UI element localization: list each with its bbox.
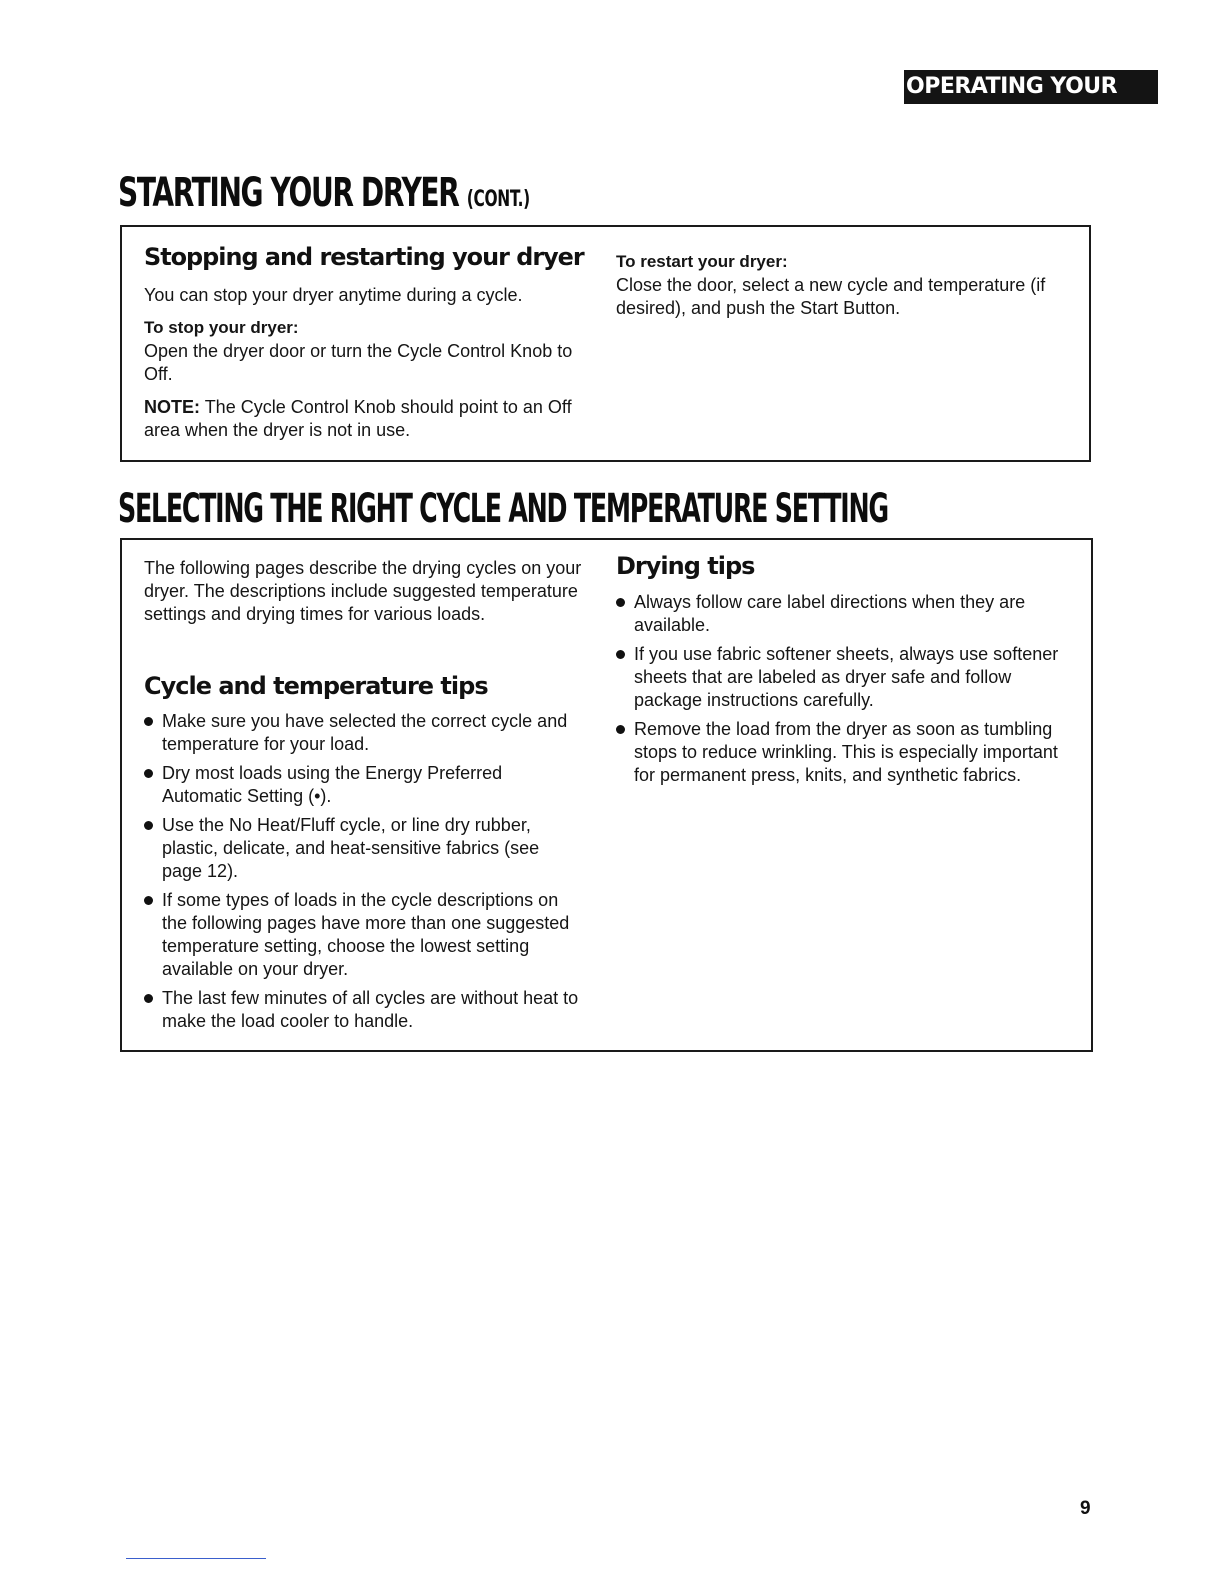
section-title-text: STARTING YOUR DRYER: [118, 170, 459, 216]
list-item: Remove the load from the dryer as soon as tumbling stops to reduce wrinkling. This is especially important for permanent press, knits, and synthetic fabrics.: [616, 718, 1071, 787]
list-item: Make sure you have selected the correct cycle and temperature for your load.: [144, 710, 584, 756]
note-text: The Cycle Control Knob should point to an Off area when the dryer is not in use.: [144, 397, 572, 440]
cycle-tips-heading: Cycle and temperature tips: [144, 672, 488, 700]
list-item: If you use fabric softener sheets, always use softener sheets that are labeled as dryer safe and follow package instructions carefully.: [616, 643, 1071, 712]
stopping-heading: Stopping and restarting your dryer: [144, 243, 584, 271]
list-item: Dry most loads using the Energy Preferred Automatic Setting (•).: [144, 762, 584, 808]
cycle-tips-list: [144, 710, 584, 1039]
section-title-suffix: (CONT.): [466, 187, 530, 212]
note-paragraph: [144, 396, 594, 442]
drying-tips-heading: Drying tips: [616, 552, 755, 580]
list-item: Use the No Heat/Fluff cycle, or line dry rubber, plastic, delicate, and heat-sensitive fabrics (see page 12).: [144, 814, 584, 883]
restart-label: To restart your dryer:: [616, 252, 788, 271]
stop-label: To stop your dryer:: [144, 318, 299, 337]
section-title-selecting: SELECTING THE RIGHT CYCLE AND TEMPERATURE SETTING: [118, 486, 888, 532]
note-label: NOTE:: [144, 397, 200, 417]
drying-tips-list: [616, 591, 1071, 793]
selecting-intro: The following pages describe the drying cycles on your dryer. The descriptions include suggested temperature settings and drying times for various loads.: [144, 558, 582, 624]
page-number: 9: [1080, 1498, 1091, 1519]
restart-text: Close the door, select a new cycle and temperature (if desired), and push the Start Button.: [616, 275, 1046, 318]
divider: [126, 1558, 266, 1559]
list-item: Always follow care label directions when they are available.: [616, 591, 1071, 637]
list-item: If some types of loads in the cycle descriptions on the following pages have more than one suggested temperature setting, choose the lowest setting available on your dryer.: [144, 889, 584, 981]
stopping-intro: You can stop your dryer anytime during a cycle.: [144, 285, 523, 305]
stop-text: Open the dryer door or turn the Cycle Control Knob to Off.: [144, 341, 573, 384]
section-tab: OPERATING YOUR DRYER: [904, 70, 1158, 104]
list-item: The last few minutes of all cycles are without heat to make the load cooler to handle.: [144, 987, 584, 1033]
section-title-starting: [118, 170, 530, 216]
